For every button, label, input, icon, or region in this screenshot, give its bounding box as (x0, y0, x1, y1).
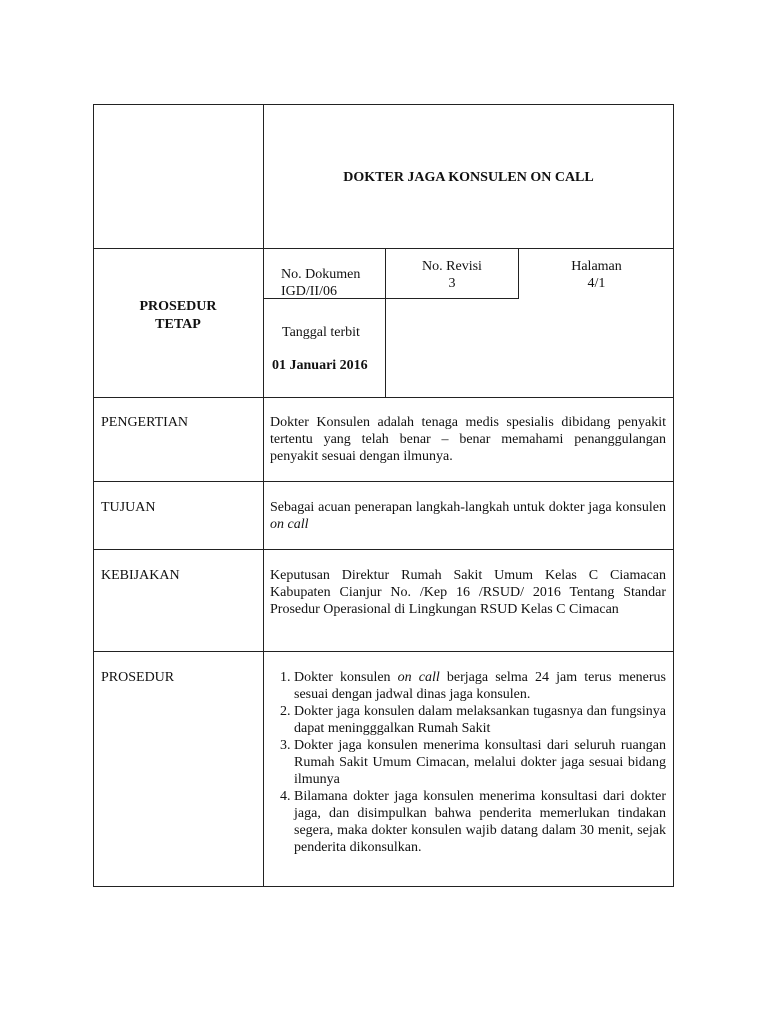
kebijakan-text: Keputusan Direktur Rumah Sakit Umum Kelas C Ciamacan Kabupaten Cianjur No. /Kep 16 /RSUD/ 2016 Tentang Standar Prosedur Operasional di Lingkungan RSUD Kelas C Cimacan (270, 568, 666, 617)
row-divider-1 (93, 248, 674, 249)
page-label: Halaman (571, 259, 622, 274)
issue-date-value: 01 Januari 2016 (272, 358, 368, 373)
prosedur-item-1-b: berjaga selma 24 jam terus menerus sesuai dengan jadwal dinas jaga konsulen. (294, 670, 666, 702)
row-divider-5 (93, 651, 674, 652)
sop-document (93, 104, 674, 887)
prosedur-item-1-em: on call (397, 670, 440, 685)
border-bottom (93, 886, 674, 887)
border-left (93, 104, 94, 887)
tujuan-text (270, 499, 666, 533)
prosedur-list-container (270, 669, 666, 856)
row-divider-2 (93, 397, 674, 398)
prosedur-item-4: 4. Bilamana dokter jaga konsulen menerima konsultasi dari dokter jaga, dan disimpulkan bahwa penderita memerlukan tindakan segera, maka dokter konsulen wajib datang dalam 30 menit, sejak penderita dikonsulkan. (294, 788, 666, 856)
kebijakan-label: KEBIJAKAN (101, 568, 180, 583)
row-divider-3 (93, 481, 674, 482)
revision-value: 3 (448, 276, 456, 291)
doc-number-label: No. Dokumen (281, 267, 361, 282)
issue-date-label: Tanggal terbit (282, 325, 360, 340)
pengertian-text: Dokter Konsulen adalah tenaga medis spesialis dibidang penyakit tertentu yang telah benar – benar memahami penanggulangan penyakit sesuai dengan ilmunya. (270, 415, 666, 464)
border-top (93, 104, 674, 105)
tujuan-text-main: Sebagai acuan penerapan langkah-langkah untuk dokter jaga konsulen (270, 500, 666, 515)
prosedur-item-3: 3. Dokter jaga konsulen menerima konsultasi dari seluruh ruangan Rumah Sakit Umum Cimacan, melalui dokter jaga sesuai bidang ilmunya (294, 737, 666, 788)
section-label-line1: PROSEDUR (139, 299, 217, 314)
column-divider (263, 104, 264, 887)
row-divider-4 (93, 549, 674, 550)
prosedur-item-1 (294, 669, 666, 703)
prosedur-item-1-a: Dokter konsulen (294, 670, 398, 685)
document-title: DOKTER JAGA KONSULEN ON CALL (343, 170, 594, 185)
doc-number-value: IGD/II/06 (281, 284, 337, 299)
page-value: 4/1 (587, 276, 606, 291)
prosedur-list (270, 669, 666, 856)
prosedur-item-2: 2. Dokter jaga konsulen dalam melaksankan tugasnya dan fungsinya dapat meningggalkan Rumah Sakit (294, 703, 666, 737)
border-right (673, 104, 674, 887)
pengertian-label: PENGERTIAN (101, 415, 189, 430)
prosedur-label: PROSEDUR (101, 670, 175, 685)
tujuan-label: TUJUAN (101, 500, 156, 515)
tujuan-text-emphasis: on call (270, 517, 309, 532)
revision-label: No. Revisi (422, 259, 482, 274)
section-label-line2: TETAP (155, 317, 201, 332)
